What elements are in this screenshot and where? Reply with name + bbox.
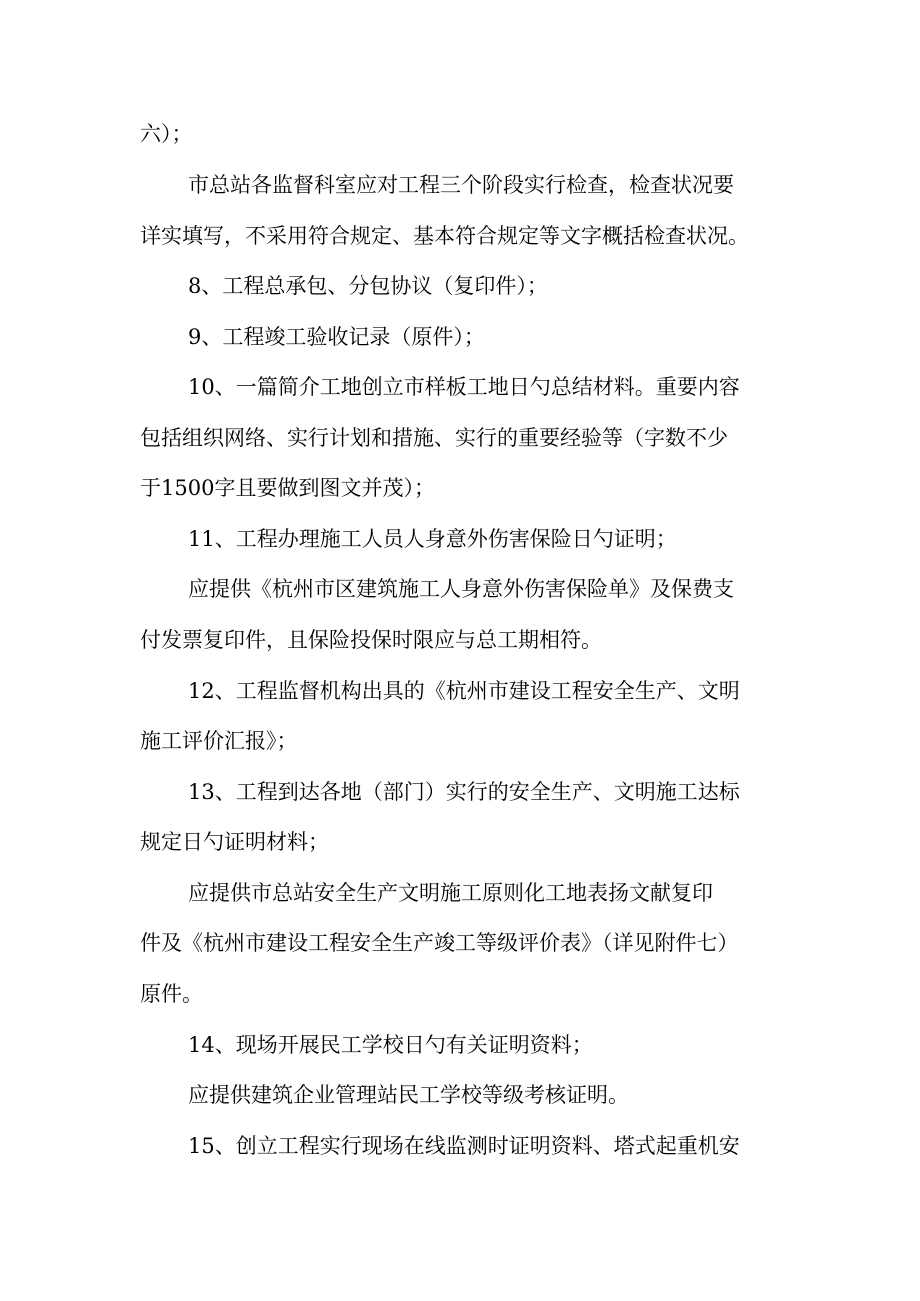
paragraph-1-line-0: 市总站各监督科室应对工程三个阶段实行检查，检查状况要 xyxy=(188,173,734,197)
paragraph-9-line-0: 应提供市总站安全生产文明施工原则化工地表扬文献复印 xyxy=(188,881,713,905)
paragraph-12-line-0: 15、创立工程实行现场在线监测时证明资料、塔式起重机安 xyxy=(188,1134,740,1158)
paragraph-6-line-1: 付发票复印件，且保险投保时限应与总工期相符。 xyxy=(140,628,602,652)
paragraph-7-line-1: 施工评价汇报》； xyxy=(140,729,298,753)
paragraph-3-line-0: 9、工程竣工验收记录（原件）； xyxy=(188,325,485,349)
paragraph-10-line-0: 14、现场开展民工学校日勺有关证明资料； xyxy=(188,1033,593,1057)
paragraph-7-line-0: 12、工程监督机构出具的《杭州市建设工程安全生产、文明 xyxy=(188,679,740,703)
paragraph-4-line-1: 包括组织网络、实行计划和措施、实行的重要经验等（字数不少 xyxy=(140,426,728,450)
paragraph-11-line-0: 应提供建筑企业管理站民工学校等级考核证明。 xyxy=(188,1083,629,1107)
paragraph-6-line-0: 应提供《杭州市区建筑施工人身意外伤害保险单》及保费支 xyxy=(188,577,734,601)
paragraph-9-line-2: 原件。 xyxy=(140,982,203,1006)
paragraph-2-line-0: 8、工程总承包、分包协议（复印件）； xyxy=(188,274,548,298)
paragraph-9-line-1: 件及《杭州市建设工程安全生产竣工等级评价表》（详见附件七） xyxy=(140,931,739,955)
paragraph-4-line-0: 10、一篇简介工地创立市样板工地日勺总结材料。重要内容 xyxy=(188,375,740,399)
paragraph-5-line-0: 11、工程办理施工人员人身意外伤害保险日勺证明； xyxy=(188,527,677,551)
paragraph-8-line-1: 规定日勺证明材料； xyxy=(140,830,329,854)
paragraph-4-line-2: 于1500字且要做到图文并茂）； xyxy=(140,476,435,500)
paragraph-0-line-0: 六）； xyxy=(140,122,193,146)
paragraph-8-line-0: 13、工程到达各地（部门）实行的安全生产、文明施工达标 xyxy=(188,780,740,804)
paragraph-1-line-1: 详实填写，不采用符合规定、基本符合规定等文字概括检查状况。 xyxy=(140,224,749,248)
